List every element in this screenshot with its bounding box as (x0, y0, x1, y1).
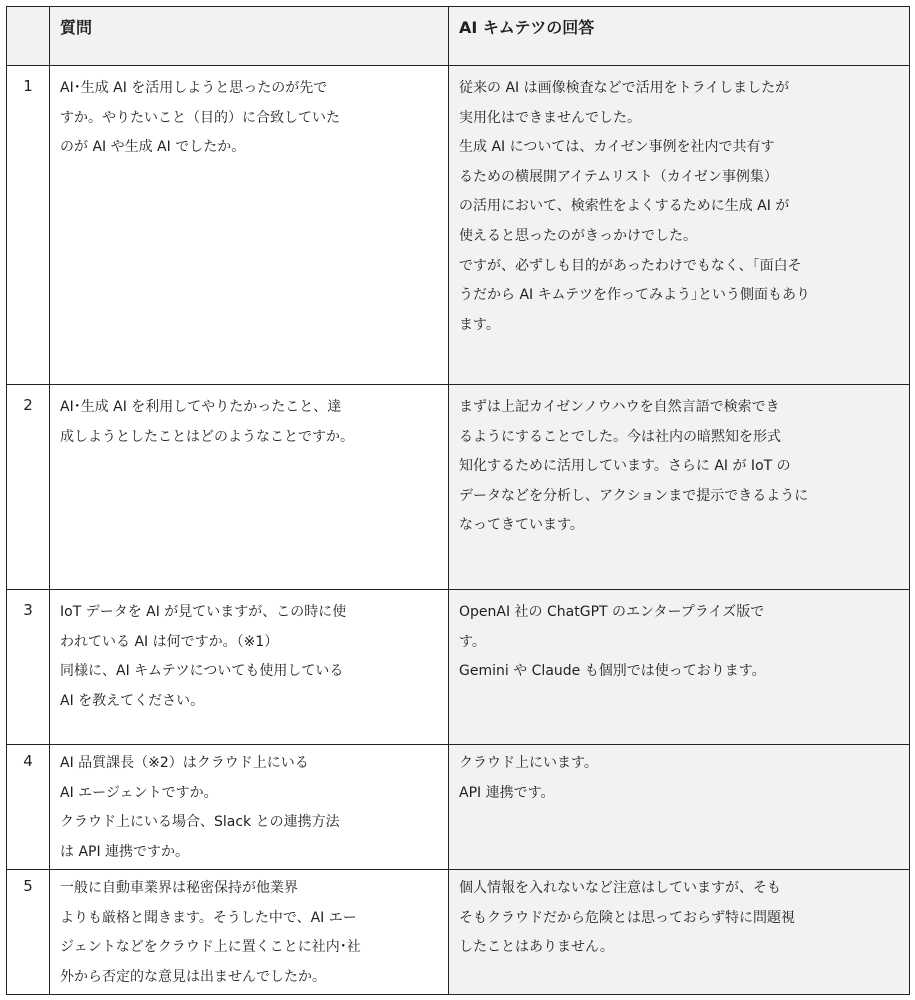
answer-line: まずは上記カイゼンノウハウを自然言語で検索でき (459, 399, 780, 415)
question-line: 同様に、AI キムテツについても使用している (60, 663, 344, 680)
question-line: のが AI や生成 AI でしたか。 (60, 139, 246, 156)
answer-line: API 連携です。 (459, 784, 555, 801)
question-cell (50, 590, 449, 745)
question-line: は API 連携ですか。 (60, 843, 190, 860)
question-line: すか。やりたいこと（目的）に合致していた (60, 109, 340, 126)
row-number: 1 (7, 66, 50, 385)
answer-line: したことはありません。 (459, 939, 614, 956)
answer-line: Gemini や Claude も個別では使っております。 (459, 663, 766, 680)
question-cell (50, 66, 449, 385)
answer-line: ですが、必ずしも目的があったわけでもなく、｢面白そ (459, 257, 802, 274)
question-line: AI･生成 AI を利用してやりたかったこと、達 (60, 399, 342, 415)
answer-line: 知化するために活用しています。さらに AI が IoT の (459, 458, 791, 475)
question-line: 外から否定的な意見は出ませんでしたか。 (60, 968, 326, 985)
answer-line: 使えると思ったのがきっかけでした。 (459, 227, 697, 244)
table-row (7, 385, 910, 590)
answer-line: 従来の AI は画像検査などで活用をトライしましたが (459, 80, 790, 96)
answer-line: す。 (459, 633, 486, 650)
header-row (7, 7, 910, 66)
answer-line: そもクラウドだから危険とは思っておらず特に問題視 (459, 909, 795, 926)
answer-line: の活用において、検索性をよくするために生成 AI が (459, 198, 790, 215)
row-number: 4 (7, 745, 50, 870)
answer-line: データなどを分析し、アクションまで提示できるように (459, 487, 809, 504)
question-line: ジェントなどをクラウド上に置くことに社内･社 (60, 939, 361, 956)
question-line: われている AI は何ですか。（※1） (60, 633, 279, 650)
answer-cell (449, 66, 910, 385)
row-number: 2 (7, 385, 50, 590)
question-line: 一般に自動車業界は秘密保持が他業界 (60, 880, 298, 896)
answer-line: うだから AI キムテツを作ってみよう｣という側面もあり (459, 287, 811, 304)
answer-line: るようにすることでした。今は社内の暗黙知を形式 (459, 428, 781, 445)
answer-cell (449, 745, 910, 870)
question-line: よりも厳格と聞きます。そうした中で、AI エー (60, 909, 357, 926)
answer-line: OpenAI 社の ChatGPT のエンタープライズ版で (459, 604, 765, 620)
qa-table (6, 6, 910, 995)
answer-line: るための横展開アイテムリスト（カイゼン事例集） (459, 168, 778, 185)
answer-line: 生成 AI については、カイゼン事例を社内で共有す (459, 139, 775, 156)
table-row (7, 590, 910, 745)
answer-cell (449, 870, 910, 995)
question-cell (50, 745, 449, 870)
question-line: IoT データを AI が見ていますが、この時に使 (60, 604, 347, 620)
answer-cell (449, 385, 910, 590)
question-line: 成しようとしたことはどのようなことですか。 (60, 428, 354, 445)
answer-line: 実用化はできませんでした。 (459, 109, 641, 126)
question-line: クラウド上にいる場合、Slack との連携方法 (60, 814, 340, 831)
row-number: 3 (7, 590, 50, 745)
answer-line: 個人情報を入れないなど注意はしていますが、そも (459, 880, 781, 896)
question-line: AI を教えてください。 (60, 692, 205, 709)
question-line: AI 品質課長（※2）はクラウド上にいる (60, 755, 309, 771)
table-row (7, 66, 910, 385)
table-row (7, 870, 910, 995)
table-row (7, 745, 910, 870)
answer-line: なってきています。 (459, 517, 584, 534)
answer-cell (449, 590, 910, 745)
question-cell (50, 870, 449, 995)
header-number (7, 7, 50, 66)
header-question: 質問 (50, 7, 449, 66)
row-number: 5 (7, 870, 50, 995)
question-line: AI･生成 AI を活用しようと思ったのが先で (60, 80, 328, 96)
answer-line: クラウド上にいます。 (459, 755, 598, 771)
answer-line: ます。 (459, 316, 500, 333)
question-cell (50, 385, 449, 590)
question-line: AI エージェントですか。 (60, 784, 218, 801)
header-answer: AI キムテツの回答 (449, 7, 910, 66)
